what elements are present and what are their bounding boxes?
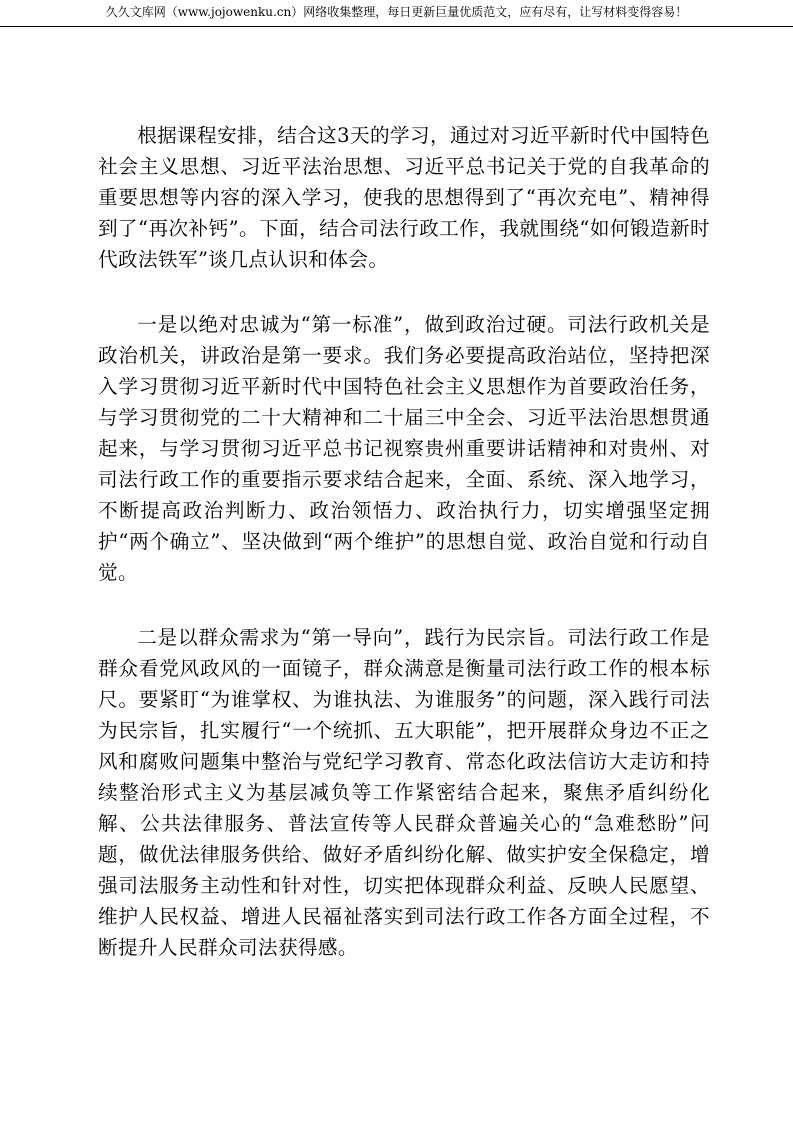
paragraph-point-two: 二是以群众需求为“第一导向”，践行为民宗旨。司法行政工作是群众看党风政风的一面镜子，群众满意是衡量司法行政工作的根本标尺。要紧盯“为谁掌权、为谁执法、为谁服务”的问题，深入践行司法为民宗旨，扎实履行“一个统抓、五大职能”，把开展群众身边不正之风和腐败问题集中整治与党纪学习教育、常态化政法信访大走访和持续整治形式主义为基层减负等工作紧密结合起来，聚焦矛盾纠纷化解、公共法律服务、普法宣传等人民群众普遍关心的“急难愁盼”问题，做优法律服务供给、做好矛盾纠纷化解、做实护安全保稳定，增强司法服务主动性和针对性，切实把体现群众利益、反映人民愿望、维护人民权益、增进人民福祉落实到司法行政工作各方面全过程，不断提升人民群众司法获得感。: [98, 626, 710, 959]
document-body: [98, 120, 710, 997]
site-header-banner: 久久文库网（www.jojowenku.cn）网络收集整理，每日更新巨量优质范文，应有尽有，让写材料变得容易！: [105, 5, 688, 19]
header-divider: [0, 26, 793, 27]
paragraph-intro: 根据课程安排，结合这3天的学习，通过对习近平新时代中国特色社会主义思想、习近平法治思想、习近平总书记关于党的自我革命的重要思想等内容的深入学习，使我的思想得到了“再次充电”、精神得到了“再次补钙”。下面，结合司法行政工作，我就围绕“如何锻造新时代政法铁军”谈几点认识和体会。: [98, 124, 710, 271]
paragraph-point-one: 一是以绝对忠诚为“第一标准”，做到政治过硬。司法行政机关是政治机关，讲政治是第一要求。我们务必要提高政治站位，坚持把深入学习贯彻习近平新时代中国特色社会主义思想作为首要政治任务，与学习贯彻党的二十大精神和二十届三中全会、习近平法治思想贯通起来，与学习贯彻习近平总书记视察贵州重要讲话精神和对贵州、对司法行政工作的重要指示要求结合起来，全面、系统、深入地学习，不断提高政治判断力、政治领悟力、政治执行力，切实增强坚定拥护“两个确立”、坚决做到“两个维护”的思想自觉、政治自觉和行动自觉。: [98, 313, 710, 584]
